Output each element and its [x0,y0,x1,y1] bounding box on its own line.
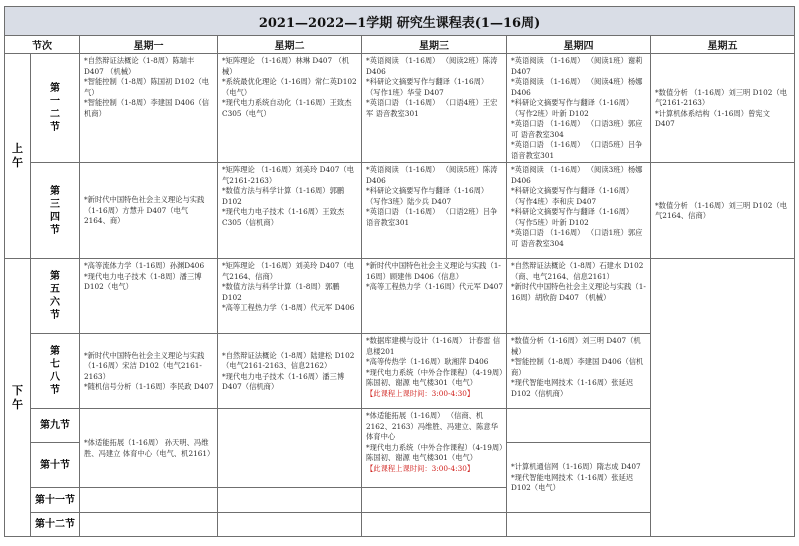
course-entry: *英语口语 （1-16周） （口语4班）王宏军 语音教室301 [366,98,498,118]
course-entry: *高等工程热力学（1-8周）代元军 D406 [222,303,355,312]
cell-mon-5-6 [80,259,218,334]
course-entry: *现代电力电子技术（1-16周）王致杰 C305（信机商） [222,207,345,227]
course-entry: *体适能拓展（1-16周） （信商、机2162、2163）冯维胜、冯建立、陈意华 体育中心 [366,411,498,441]
course-entry: *随机信号分析（1-16周）李民政 D407 [84,382,214,391]
cell-tue-1-2 [218,54,362,163]
afternoon-label: 下 午 [5,259,31,537]
morning-label: 上 午 [5,54,31,259]
cell-mon-9-10 [80,409,218,488]
course-entry: *现代电力电子技术（1-8周）潘三博 D102（电气） [84,271,202,291]
period-9: 第九节 [31,409,80,443]
cell-wed-7-8-entries [366,336,503,389]
cell-thu-1-2 [507,54,651,163]
period-7-8: 第 七 八 节 [31,334,80,409]
cell-tue-9-10 [218,409,362,488]
cell-tue-5-6 [218,259,362,334]
course-entry: *矩阵理论 （1-16周）林琳 D407 （机械） [222,56,350,76]
cell-thu-9 [507,409,651,443]
course-entry: *数值分析 （1-16周）刘三明 D102（电气2164、信商） [655,200,788,220]
cell-tue-7-8 [218,334,362,409]
header-tuesday: 星期二 [218,36,362,54]
row-periods-3-4 [5,163,795,259]
cell-wed-1-2 [362,54,507,163]
header-row [5,36,795,54]
course-entry: *自然辩证法概论（1-8周）陈瑞丰D407 （机械） [84,56,195,76]
course-entry: *英语阅读 （1-16周） （阅读5班）陈涛 D406 [366,165,498,185]
course-entry: *英语口语 （1-16周） （口语1班）郭应可 语音教室304 [511,228,643,248]
period-12: 第十二节 [31,513,80,537]
course-entry: *数值方法与科学计算（1-8周）郭鹏 D102 [222,282,340,302]
course-entry: *智能控制（1-8周）李建国 D406（信机商） [84,98,210,118]
course-entry: *英语口语 （1-16周） （口语5班）吕争 语音教室301 [511,140,643,160]
course-entry: *英语阅读 （1-16周） （阅读1班）谢莉 D407 [511,56,643,76]
course-entry: *新时代中国特色社会主义理论与实践（1-16周）方慧升 D407（电气2164、商） [84,195,205,226]
course-entry: *矩阵理论 （1-16周）刘美玲 D407（电气2161-2163） [222,165,355,185]
course-entry: *高等流体力学（1-16周）孙渊D406 [84,261,205,270]
schedule-title: 2021—2022—1学期 研究生课程表(1—16周) [5,7,795,36]
course-entry: *数值分析 （1-16周）刘三明 D102（电气2161-2163） [655,87,788,107]
course-entry: *新时代中国特色社会主义理论与实践（1-16周）顾建伟 D406（信息） [366,261,501,281]
course-entry: *自然辩证法概论（1-8周）石建水 D102（商、电气2164、信息2161） [511,261,644,281]
cell-thu-5-6 [507,259,651,334]
header-thursday: 星期四 [507,36,651,54]
course-entry: *现代电力系统（中外合作课程）（4-19周）陈国初、谢源 电气楼301（电气） [366,367,503,387]
course-entry: *新时代中国特色社会主义理论与实践（1-16周）胡欣韵 D407 （机械） [511,282,646,302]
course-entry: *科研论文摘要写作与翻译（1-16周） （写作3班）陆少兵 D407 [366,186,489,206]
class-time-note-2: 【此课程上课时间：3:00-4:30】 [366,463,475,473]
course-entry: *自然辩证法概论（1-8周）陆建松 D102（电气2161-2163、信息2162） [222,350,355,370]
cell-thu-12 [507,513,651,537]
course-entry: *高等传热学（1-16周）耿湘萍 D406 [366,357,489,366]
course-entry: *科研论文摘要写作与翻译（1-16周） （写作1班）华莹 D407 [366,77,489,97]
period-3-4: 第 三 四 节 [31,163,80,259]
header-period: 节次 [5,36,80,54]
course-entry: *智能控制（1-8周）陈国初 D102（电气） [84,77,210,97]
course-entry: *数据库建模与设计（1-16周） 计春雷 信息楼201 [366,336,501,356]
cell-mon-11 [80,488,218,513]
course-entry: *数值分析（1-16周）刘三明 D407（机械） [511,336,641,356]
course-entry: *英语口语 （1-16周） （口语2班）吕争 语音教室301 [366,207,498,227]
cell-wed-12 [362,513,507,537]
course-entry: *系统最优化理论（1-16周）常仁英D102（电气） [222,77,357,97]
cell-tue-12 [218,513,362,537]
cell-fri-afternoon [651,259,795,537]
cell-thu-3-4 [507,163,651,259]
course-entry: *科研论文摘要写作与翻译（1-16周） （写作5班）叶新 D102 [511,207,634,227]
cell-wed-5-6 [362,259,507,334]
course-entry: *计算机体系结构（1-16周）曾宪文 D407 [655,108,770,128]
cell-mon-1-2 [80,54,218,163]
course-entry: *英语阅读 （1-16周） （阅读2班）陈涛 D406 [366,56,498,76]
course-entry: *英语阅读 （1-16周） （阅读4班）杨娜 D406 [511,77,643,97]
course-entry: *数值方法与科学计算（1-16周）郭鹏 D102 [222,186,345,206]
period-10: 第十节 [31,443,80,488]
course-entry: *英语阅读 （1-16周） （阅读3班）杨娜 D406 [511,165,643,185]
course-schedule-table [4,6,795,537]
cell-fri-1-2 [651,54,795,163]
course-entry: *现代电力系统（中外合作课程）（4-19周）陈国初、谢源 电气楼301（电气） [366,442,503,462]
cell-wed-9-10-entries [366,411,503,464]
course-entry: *矩阵理论 （1-16周）刘美玲 D407（电气2164、信商） [222,261,355,281]
cell-thu-10-11 [507,443,651,513]
course-entry: *现代智能电网技术（1-16周）张延迟 D102（电气） [511,472,634,493]
period-11: 第十一节 [31,488,80,513]
course-entry: *体适能拓展（1-16周） 孙天明、冯维胜、冯建立 体育中心（电气、机2161） [84,438,215,458]
course-entry: *现代电力系统自动化（1-16周）王致杰 C305（电气） [222,98,352,118]
header-friday: 星期五 [651,36,795,54]
header-wednesday: 星期三 [362,36,507,54]
course-entry: *现代智能电网技术（1-16周）张延迟 D102（信机商） [511,378,634,398]
cell-mon-3-4 [80,163,218,259]
course-entry: *英语口语 （1-16周） （口语3班）郭应可 语音教室304 [511,119,643,139]
period-5-6: 第 五 六 节 [31,259,80,334]
cell-wed-3-4 [362,163,507,259]
course-entry: *现代电力电子技术（1-16周）潘三博 D407（信机商） [222,371,345,391]
course-entry: *科研论文摘要写作与翻译（1-16周） （写作2班）叶新 D102 [511,98,634,118]
course-entry: *科研论文摘要写作与翻译（1-16周） （写作4班）李和庆 D407 [511,186,634,206]
course-entry: *新时代中国特色社会主义理论与实践（1-16周）宋洁 D102（电气2161-2163） [84,350,205,381]
cell-fri-3-4 [651,163,795,259]
cell-tue-3-4 [218,163,362,259]
cell-mon-7-8 [80,334,218,409]
course-entry: *高等工程热力学（1-16周）代元军 D407 [366,282,503,291]
cell-wed-9-10 [362,409,507,488]
cell-wed-11 [362,488,507,513]
row-periods-5-6 [5,259,795,334]
header-monday: 星期一 [80,36,218,54]
course-entry: *智能控制（1-8周）李建国 D406（信机商） [511,357,644,377]
row-periods-1-2 [5,54,795,163]
cell-wed-7-8 [362,334,507,409]
course-entry: *计算机通信网（1-16周）隋志成 D407 [511,462,641,472]
period-1-2: 第 一 二 节 [31,54,80,163]
cell-thu-7-8 [507,334,651,409]
cell-mon-12 [80,513,218,537]
class-time-note: 【此课程上课时间：3:00-4:30】 [366,388,475,398]
cell-tue-11 [218,488,362,513]
